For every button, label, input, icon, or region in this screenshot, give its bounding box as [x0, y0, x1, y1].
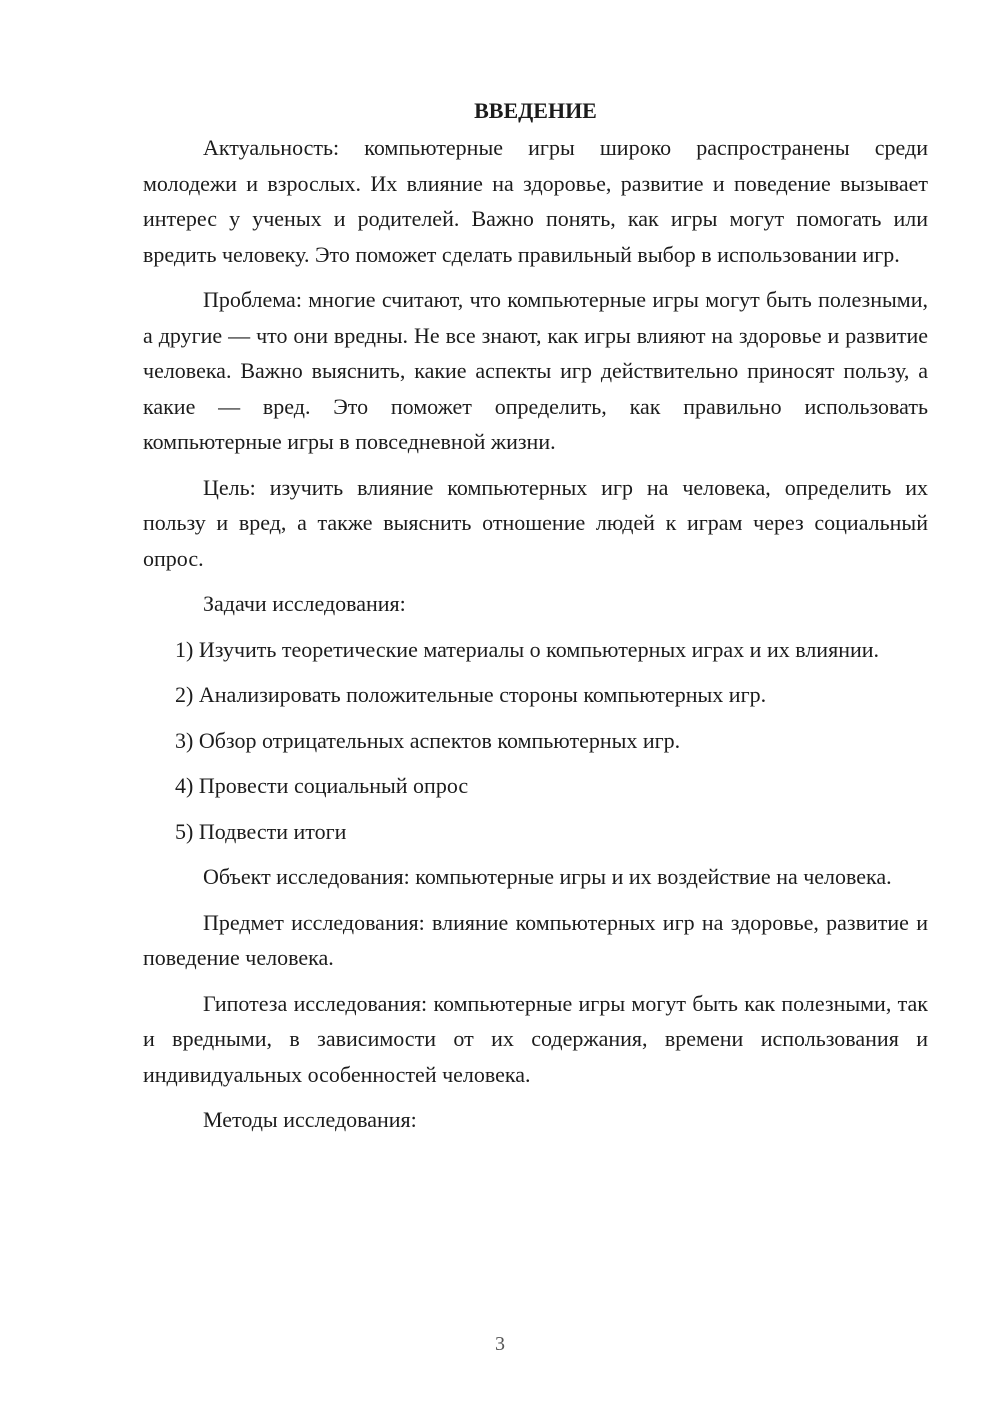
document-page	[143, 96, 928, 1148]
tasks-heading: Задачи исследования:	[203, 591, 406, 616]
task-item-1: 1) Изучить теоретические материалы о компьютерных играх и их влиянии.	[175, 636, 880, 662]
goal-paragraph: Цель: изучить влияние компьютерных игр на человека, определить их пользу и вред, а также выяснить отношение людей к играм через социальный опрос.	[143, 474, 928, 571]
task-item-3: 3) Обзор отрицательных аспектов компьютерных игр.	[175, 727, 681, 753]
tasks-list	[143, 632, 928, 850]
page-number: 3	[495, 1333, 505, 1355]
problem-paragraph: Проблема: многие считают, что компьютерные игры могут быть полезными, а другие — что они вредны. Не все знают, как игры влияют на здоровье и развитие человека. Важно выяснить, какие аспекты игр действительно приносят пользу, а какие — вред. Это поможет определить, как правильно использовать компьютерные игры в повседневной жизни.	[143, 287, 928, 454]
relevance-paragraph: Актуальность: компьютерные игры широко распространены среди молодежи и взрослых. Их влияние на здоровье, развитие и поведение вызывает интерес у ученых и родителей. Важно понять, как игры могут помогать или вредить человеку. Это поможет сделать правильный выбор в использовании игр.	[143, 135, 928, 267]
methods-heading: Методы исследования:	[203, 1107, 417, 1132]
subject-paragraph: Предмет исследования: влияние компьютерных игр на здоровье, развитие и поведение человека.	[143, 909, 928, 970]
task-item-4: 4) Провести социальный опрос	[175, 773, 469, 798]
task-item-5: 5) Подвести итоги	[175, 818, 347, 844]
object-paragraph: Объект исследования: компьютерные игры и их воздействие на человека.	[203, 864, 892, 889]
hypothesis-paragraph: Гипотеза исследования: компьютерные игры могут быть как полезными, так и вредными, в зависимости от их содержания, времени использования и индивидуальных особенностей человека.	[143, 990, 928, 1087]
task-item-2: 2) Анализировать положительные стороны компьютерных игр.	[175, 682, 767, 707]
section-title: ВВЕДЕНИЕ	[474, 98, 597, 123]
